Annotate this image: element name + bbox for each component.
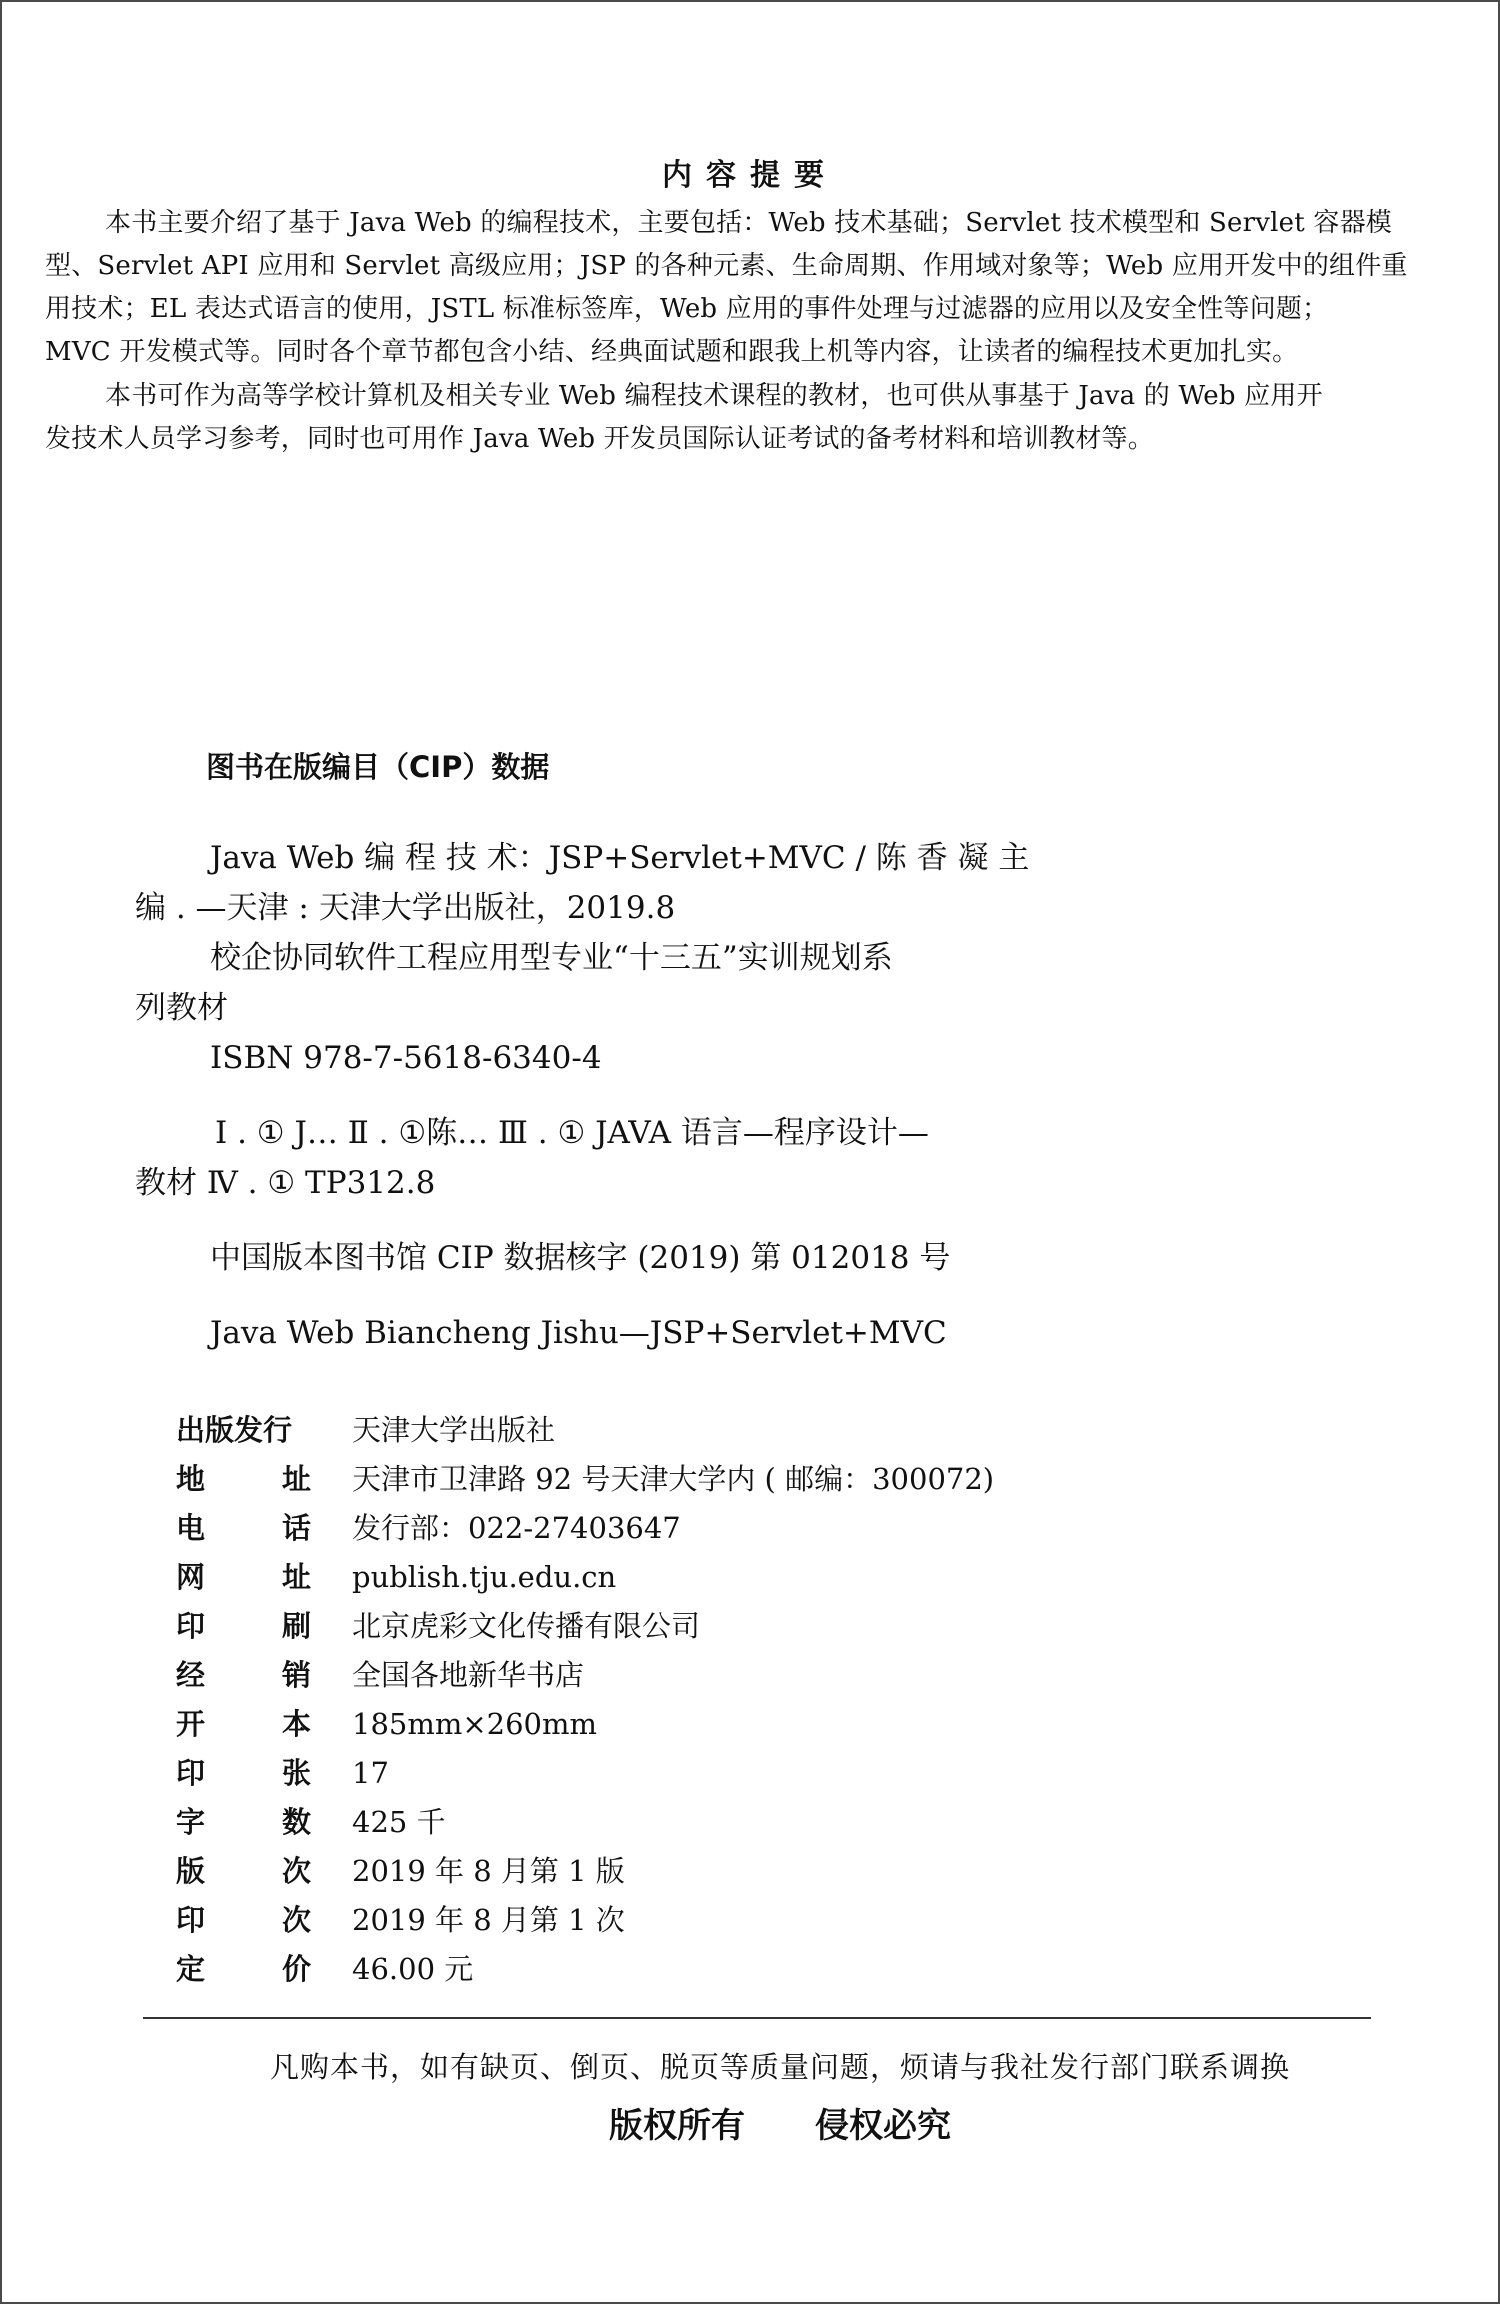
pub-label: 网 址 (176, 1560, 311, 1594)
summary-title: 内容提要 (662, 158, 838, 193)
pub-value: 北京虎彩文化传播有限公司 (352, 1609, 701, 1643)
cip-classification-line: 教材 Ⅳ . ① TP312.8 (135, 1165, 436, 1201)
summary-line: 发技术人员学习参考，同时也可用作 Java Web 开发员国际认证考试的备考材料和培训教材等。 (45, 424, 1154, 454)
pub-value: 天津市卫津路 92 号天津大学内 ( 邮编：300072) (352, 1462, 995, 1496)
summary-line: 型、Servlet API 应用和 Servlet 高级应用；JSP 的各种元素、生命周期、作用域对象等；Web 应用开发中的组件重 (45, 251, 1408, 281)
copyright-notice (0, 2098, 1500, 2147)
cip-pinyin-title: Java Web Biancheng Jishu—JSP+Servlet+MVC (210, 1315, 947, 1351)
pub-label: 电 话 (176, 1511, 311, 1545)
pub-label: 印 张 (176, 1756, 311, 1790)
pub-value: 2019 年 8 月第 1 次 (352, 1903, 625, 1937)
pub-value: publish.tju.edu.cn (352, 1560, 617, 1594)
cip-series-line: 列教材 (135, 990, 228, 1026)
pub-label: 字 数 (176, 1805, 311, 1839)
pub-value: 发行部：022-27403647 (352, 1511, 681, 1545)
cip-title-line: Java Web 编 程 技 术：JSP+Servlet+MVC / 陈 香 凝 主 (210, 840, 1030, 876)
pub-label: 经 销 (176, 1658, 311, 1692)
cip-heading: 图书在版编目（CIP）数据 (206, 750, 550, 784)
summary-line: 本书主要介绍了基于 Java Web 的编程技术，主要包括：Web 技术基础；Servlet 技术模型和 Servlet 容器模 (105, 208, 1392, 238)
cip-classification-line: Ⅰ . ① J… Ⅱ . ①陈… Ⅲ . ① JAVA 语言—程序设计— (215, 1115, 929, 1151)
rights-reserved: 版权所有 (609, 2106, 745, 2146)
pub-label: 版 次 (176, 1854, 311, 1888)
pub-value: 185mm×260mm (352, 1707, 597, 1741)
pub-value: 天津大学出版社 (352, 1413, 556, 1447)
cip-title-line: 编 . —天津 : 天津大学出版社，2019.8 (135, 890, 676, 926)
pub-label: 定 价 (176, 1952, 311, 1986)
pub-label: 印 次 (176, 1903, 311, 1937)
cip-record-number: 中国版本图书馆 CIP 数据核字 (2019) 第 012018 号 (210, 1240, 951, 1276)
pub-label: 开 本 (176, 1707, 311, 1741)
pub-value: 全国各地新华书店 (352, 1658, 585, 1692)
quality-notice: 凡购本书，如有缺页、倒页、脱页等质量问题，烦请与我社发行部门联系调换 (269, 2050, 1290, 2084)
pub-label: 出版发行 (176, 1413, 293, 1447)
pub-label: 地 址 (176, 1462, 311, 1496)
cip-series-line: 校企协同软件工程应用型专业“十三五”实训规划系 (210, 940, 893, 976)
pub-label: 印 刷 (176, 1609, 311, 1643)
summary-line: 用技术；EL 表达式语言的使用，JSTL 标准标签库，Web 应用的事件处理与过滤器的应用以及安全性等问题； (45, 294, 1329, 324)
pub-value: 2019 年 8 月第 1 版 (352, 1854, 625, 1888)
pub-value: 46.00 元 (352, 1952, 474, 1986)
footer-divider (143, 2017, 1371, 2019)
summary-line: MVC 开发模式等。同时各个章节都包含小结、经典面试题和跟我上机等内容，让读者的编程技术更加扎实。 (45, 337, 1299, 367)
pub-value: 425 千 (352, 1805, 446, 1839)
piracy-prosecuted: 侵权必究 (815, 2106, 951, 2146)
summary-line: 本书可作为高等学校计算机及相关专业 Web 编程技术课程的教材，也可供从事基于 Java 的 Web 应用开 (105, 381, 1323, 411)
pub-value: 17 (352, 1756, 389, 1790)
cip-isbn: ISBN 978-7-5618-6340-4 (210, 1040, 602, 1076)
